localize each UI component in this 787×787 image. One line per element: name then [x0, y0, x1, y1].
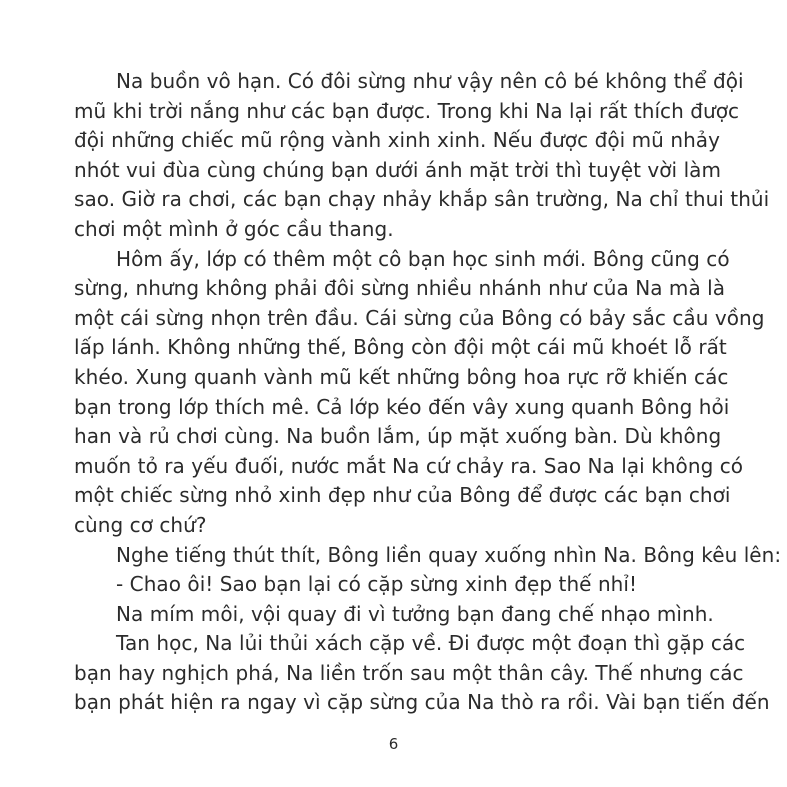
text-line: han và rủ chơi cùng. Na buồn lắm, úp mặt xuống bàn. Dù không — [74, 424, 722, 449]
text-line: Na buồn vô hạn. Có đôi sừng như vậy nên cô bé không thể đội — [116, 69, 744, 93]
story-text — [74, 67, 782, 718]
text-line: Nghe tiếng thút thít, Bông liền quay xuống nhìn Na. Bông kêu lên: — [116, 542, 782, 567]
text-line: bạn phát hiện ra ngay vì cặp sừng của Na thò ra rồi. Vài bạn tiến đến — [74, 690, 770, 715]
text-line: sừng, nhưng không phải đôi sừng nhiều nhánh như của Na mà là — [74, 276, 726, 301]
text-line: bạn trong lớp thích mê. Cả lớp kéo đến vây xung quanh Bông hỏi — [74, 394, 730, 419]
text-line: mũ khi trời nắng như các bạn được. Trong khi Na lại rất thích được — [74, 98, 740, 123]
text-line: đội những chiếc mũ rộng vành xinh xinh. Nếu được đội mũ nhảy — [74, 128, 720, 153]
text-line: nhót vui đùa cùng chúng bạn dưới ánh mặt trời thì tuyệt vời làm — [74, 157, 722, 182]
text-line: cùng cơ chứ? — [74, 512, 207, 537]
text-line: một cái sừng nhọn trên đầu. Cái sừng của Bông có bảy sắc cầu vồng — [74, 305, 765, 330]
text-line: bạn hay nghịch phá, Na liền trốn sau một thân cây. Thế nhưng các — [74, 660, 744, 685]
text-line: - Chao ôi! Sao bạn lại có cặp sừng xinh đẹp thế nhỉ! — [116, 572, 638, 597]
text-line: chơi một mình ở góc cầu thang. — [74, 216, 394, 241]
text-line: muốn tỏ ra yếu đuối, nước mắt Na cứ chảy ra. Sao Na lại không có — [74, 453, 744, 478]
text-line: Tan học, Na lủi thủi xách cặp về. Đi được một đoạn thì gặp các — [116, 631, 746, 656]
text-line: khéo. Xung quanh vành mũ kết những bông hoa rực rỡ khiến các — [74, 364, 729, 389]
text-line: Hôm ấy, lớp có thêm một cô bạn học sinh mới. Bông cũng có — [116, 246, 730, 271]
text-line: một chiếc sừng nhỏ xinh đẹp như của Bông để được các bạn chơi — [74, 483, 731, 508]
page-number: 6 — [388, 735, 399, 753]
text-line: lấp lánh. Không những thế, Bông còn đội một cái mũ khoét lỗ rất — [74, 335, 727, 360]
text-line: Na mím môi, vội quay đi vì tưởng bạn đang chế nhạo mình. — [116, 601, 714, 626]
text-line: sao. Giờ ra chơi, các bạn chạy nhảy khắp sân trường, Na chỉ thui thủi — [74, 187, 770, 212]
